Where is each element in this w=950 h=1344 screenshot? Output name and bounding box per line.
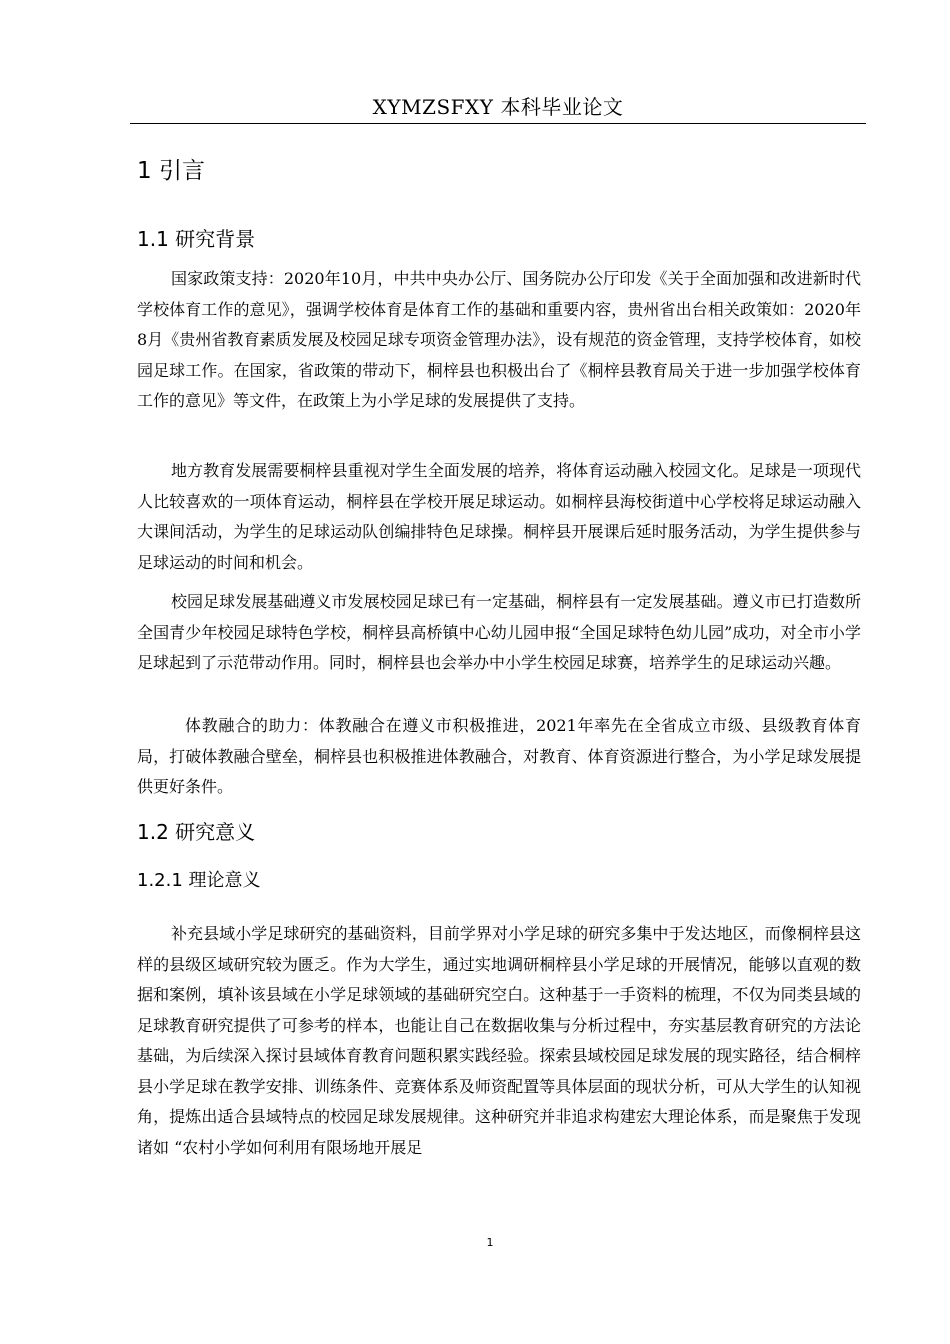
chapter-title: 1 引言 xyxy=(137,158,205,184)
section-title-1-2-1: 1.2.1 理论意义 xyxy=(137,870,261,891)
paragraph-policy: 国家政策支持：2020年10月，中共中央办公厅、国务院办公厅印发《关于全面加强和改进新时代学校体育工作的意见》，强调学校体育是体育工作的基础和重要内容，贵州省出台相关政策如：2020年8月《贵州省教育素质发展及校园足球专项资金管理办法》，设有规范的资金管理，支持学校体育，如校园足球工作。在国家，省政策的带动下，桐梓县也积极出台了《桐梓县教育局关于进一步加强学校体育工作的意见》等文件，在政策上为小学足球的发展提供了支持。 xyxy=(137,269,861,410)
header-rule xyxy=(130,123,866,124)
paragraph-campus-football: 校园足球发展基础遵义市发展校园足球已有一定基础，桐梓县有一定发展基础。遵义市已打造数所全国青少年校园足球特色学校，桐梓县高桥镇中心幼儿园申报“全国足球特色幼儿园”成功，对全市小学足球起到了示范带动作用。同时，桐梓县也会举办中小学生校园足球赛，培养学生的足球运动兴趣。 xyxy=(137,592,861,672)
paragraph-local-education: 地方教育发展需要桐梓县重视对学生全面发展的培养，将体育运动融入校园文化。足球是一项现代人比较喜欢的一项体育运动，桐梓县在学校开展足球运动。如桐梓县海校街道中心学校将足球运动融入大课间活动，为学生的足球运动队创编排特色足球操。桐梓县开展课后延时服务活动，为学生提供参与足球运动的时间和机会。 xyxy=(137,461,861,572)
page-number: 1 xyxy=(486,1236,494,1249)
paragraph-sports-education: 体教融合的助力：体教融合在遵义市积极推进，2021年率先在全省成立市级、县级教育体育局，打破体教融合壁垒，桐梓县也积极推进体教融合，对教育、体育资源进行整合，为小学足球发展提供更好条件。 xyxy=(137,716,861,796)
paragraph-theory: 补充县域小学足球研究的基础资料，目前学界对小学足球的研究多集中于发达地区，而像桐梓县这样的县级区域研究较为匮乏。作为大学生，通过实地调研桐梓县小学足球的开展情况，能够以直观的数据和案例，填补该县域在小学足球领域的基础研究空白。这种基于一手资料的梳理，不仅为同类县域的足球教育研究提供了可参考的样本，也能让自己在数据收集与分析过程中，夯实基层教育研究的方法论基础，为后续深入探讨县域体育教育问题积累实践经验。探索县域校园足球发展的现实路径，结合桐梓县小学足球在教学安排、训练条件、竞赛体系及师资配置等具体层面的现状分析，可从大学生的认知视角，提炼出适合县域特点的校园足球发展规律。这种研究并非追求构建宏大理论体系，而是聚焦于发现诸如 “农村小学如何利用有限场地开展足 xyxy=(137,924,861,1157)
section-title-1-2: 1.2 研究意义 xyxy=(137,820,256,844)
running-header: XYMZSFXY 本科毕业论文 xyxy=(372,95,624,119)
section-title-1-1: 1.1 研究背景 xyxy=(137,227,256,251)
